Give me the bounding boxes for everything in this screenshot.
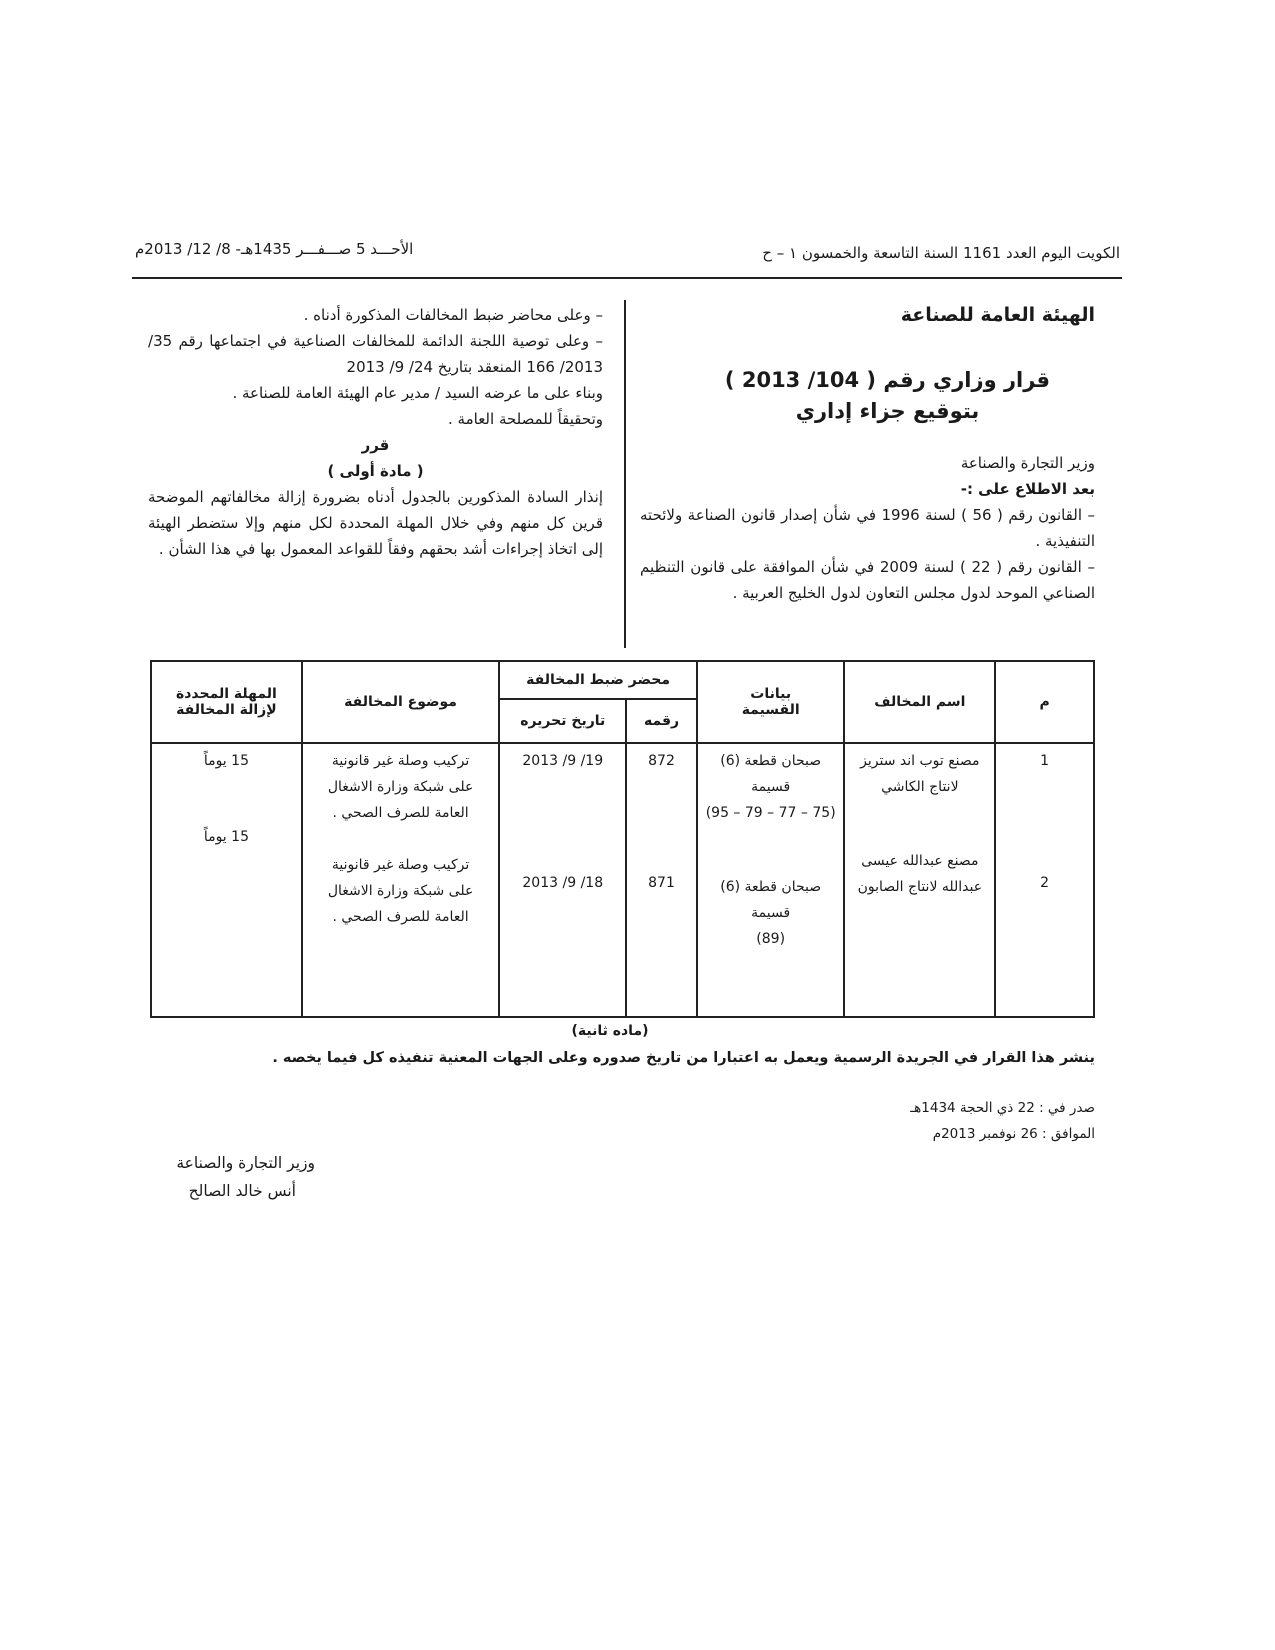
table-cell-subject <box>302 743 500 1017</box>
row-subject-line: على شبكة وزارة الاشغال <box>327 779 474 795</box>
row-record-no: 871 <box>648 875 675 891</box>
table-cell-plot <box>697 743 845 1017</box>
row-violator-line: عبدالله لانتاج الصابون <box>857 879 983 895</box>
law-56-paragraph: – القانون رقم ( 56 ) لسنة 1996 في شأن إصدار قانون الصناعة ولائحته التنفيذية . <box>640 506 1095 550</box>
decision-title: قرار وزاري رقم ( 104/ 2013 ) <box>724 368 1051 392</box>
header-deadline <box>151 661 302 743</box>
row-num: 2 <box>1040 875 1050 891</box>
row-plot-line: صبحان قطعة (6) قسيمة <box>720 879 822 921</box>
header-plot-data <box>697 661 845 743</box>
article1-heading: ( مادة أولى ) <box>327 462 424 480</box>
header-record-no: رقمه <box>626 699 697 743</box>
row-violator-line: لانتاج الكاشي <box>881 779 959 795</box>
header-subject: موضوع المخالفة <box>302 661 500 743</box>
recommendation-paragraph: – وعلى توصية اللجنة الدائمة للمخالفات الصناعية في اجتماعها رقم 35/ 2013/ 166 المنعقد بتاريخ 24/ 9/ 2013 <box>148 332 603 376</box>
header-record-date: تاريخ تحريره <box>499 699 626 743</box>
row-subject-line: على شبكة وزارة الاشغال <box>327 883 474 899</box>
authority-name: الهيئة العامة للصناعة <box>900 304 1095 326</box>
row-record-no: 872 <box>648 753 675 769</box>
after-review-label: بعد الاطلاع على :- <box>960 480 1095 498</box>
row-record-date: 18/ 9/ 2013 <box>522 875 604 891</box>
row-deadline: 15 يوماً <box>203 829 249 845</box>
gazette-header-issue: الكويت اليوم العدد 1161 السنة التاسعة والخمسون ١ – ح <box>762 244 1120 262</box>
issued-hijri-date: صدر في : 22 ذي الحجة 1434هـ <box>910 1100 1095 1116</box>
header-deadline-line1: المهلة المحددة <box>175 686 277 702</box>
column-divider <box>624 300 626 648</box>
article1-paragraph: إنذار السادة المذكورين بالجدول أدناه بضرورة إزالة مخالفاتهم الموضحة قرين كل منهم وفي خلال المهلة المحددة لكل منهم وإلا ستضطر الهيئة إلى اتخاذ إجراءات أشد بحقهم وفقاً للقواعد المعمول بها في هذا الشأن . <box>148 488 603 558</box>
table-cell-record-no <box>626 743 697 1017</box>
right-column <box>640 302 1095 606</box>
left-column <box>148 302 603 562</box>
header-num: م <box>995 661 1094 743</box>
minister-title: وزير التجارة والصناعة <box>960 454 1095 472</box>
public-interest-paragraph: وتحقيقاً للمصلحة العامة . <box>448 410 603 428</box>
law-22-paragraph: – القانون رقم ( 22 ) لسنة 2009 في شأن الموافقة على قانون التنظيم الصناعي الموحد لدول مجلس التعاون لدول الخليج العربية . <box>640 558 1095 602</box>
table-cell-deadline <box>151 743 302 1017</box>
header-deadline-line2: لإزالة المخالفة <box>176 702 277 718</box>
signer-title: وزير التجارة والصناعة <box>176 1154 315 1172</box>
header-violator: اسم المخالف <box>844 661 995 743</box>
table-cell-violator <box>844 743 995 1017</box>
table-cell-num <box>995 743 1094 1017</box>
row-violator-line: مصنع عبدالله عيسى <box>861 853 979 869</box>
article2-heading: (ماده ثانية) <box>571 1023 649 1039</box>
records-paragraph: – وعلى محاضر ضبط المخالفات المذكورة أدناه . <box>303 306 603 324</box>
row-plot-line: (75 – 77 – 79 – 95) <box>705 805 836 821</box>
row-subject-line: العامة للصرف الصحي . <box>332 805 469 821</box>
article2-paragraph: ينشر هذا القرار في الجريدة الرسمية ويعمل به اعتبارا من تاريخ صدوره وعلى الجهات المعنية تنفيذه كل فيما يخصه . <box>272 1050 1095 1066</box>
decision-subtitle: بتوقيع جزاء إداري <box>795 399 980 423</box>
row-num: 1 <box>1040 753 1050 769</box>
violations-table <box>150 660 1095 1018</box>
header-record: محضر ضبط المخالفة <box>499 661 697 699</box>
proposal-paragraph: وبناء على ما عرضه السيد / مدير عام الهيئة العامة للصناعة . <box>232 384 603 402</box>
row-deadline: 15 يوماً <box>203 753 249 769</box>
gazette-header-date: الأحـــد 5 صـــفـــر 1435هـ- 8/ 12/ 2013م <box>135 240 414 258</box>
decided-heading: قرر <box>361 436 390 454</box>
row-plot-line: (89) <box>756 931 786 947</box>
issued-gregorian-date: الموافق : 26 نوفمبر 2013م <box>932 1126 1095 1142</box>
header-plot-data-line2: القسيمة <box>741 702 800 718</box>
row-record-date: 19/ 9/ 2013 <box>522 753 604 769</box>
row-subject-line: تركيب وصلة غير قانونية <box>331 753 470 769</box>
header-rule <box>132 277 1122 279</box>
table-cell-record-date <box>499 743 626 1017</box>
signer-name: أنس خالد الصالح <box>188 1182 296 1200</box>
row-violator-line: مصنع توب اند ستريز <box>860 753 980 769</box>
row-subject-line: العامة للصرف الصحي . <box>332 909 469 925</box>
row-subject-line: تركيب وصلة غير قانونية <box>331 857 470 873</box>
header-plot-data-line1: بيانات <box>750 686 792 702</box>
row-plot-line: صبحان قطعة (6) قسيمة <box>720 753 822 795</box>
